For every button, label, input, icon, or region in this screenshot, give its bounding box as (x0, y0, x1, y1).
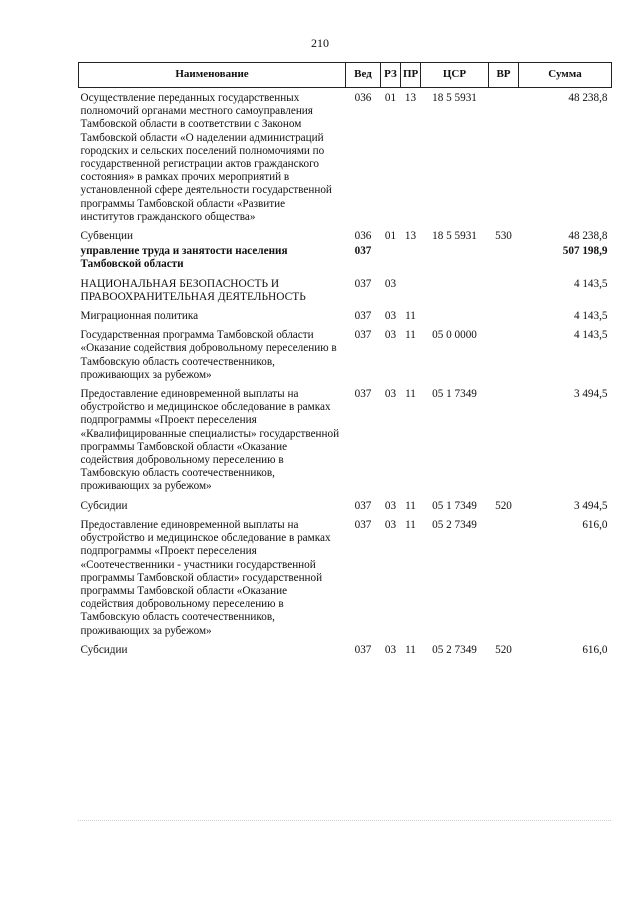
row-csr (421, 245, 489, 273)
row-vr (489, 88, 519, 227)
row-ved: 037 (354, 643, 372, 656)
bottom-divider (78, 820, 611, 821)
header-csr: ЦСР (421, 63, 489, 88)
row-vr (489, 325, 519, 384)
row-pr: 11 (405, 310, 416, 323)
table-row (79, 384, 612, 496)
row-ved: 037 (354, 499, 372, 512)
row-csr: 05 2 7349 (432, 643, 477, 656)
row-vr: 520 (495, 643, 512, 656)
header-rz: РЗ (381, 63, 401, 88)
row-pr: 11 (405, 643, 416, 656)
row-name: Осуществление переданных государственных полномочий органами местного самоуправления Тамбовской области в соответствии с Законом Тамбовской области «О наделении администраций городских и сельских поселений полномочиями по государственной регистрации актов гражданского состояния» в рамках прочих мероприятий в установленной сфере деятельности государственной программы Тамбовской области «Развитие институтов гражданского общества» (80, 92, 332, 223)
table-row (79, 306, 612, 325)
row-rz: 03 (384, 388, 397, 401)
row-sum: 48 238,8 (568, 230, 608, 243)
row-name: управление труда и занятости населения Тамбовской области (80, 245, 288, 271)
row-ved: 036 (354, 92, 372, 104)
row-sum: 48 238,8 (568, 92, 608, 104)
row-pr (401, 274, 421, 306)
header-ved: Вед (346, 63, 381, 88)
row-csr: 18 5 5931 (432, 92, 477, 104)
row-rz: 03 (384, 643, 397, 656)
row-csr: 05 2 7349 (432, 518, 477, 531)
row-rz: 01 (384, 230, 397, 243)
row-vr: 520 (495, 499, 512, 512)
row-vr: 530 (495, 230, 512, 243)
table-body (79, 88, 612, 659)
row-vr (489, 384, 519, 496)
row-name: Предоставление единовременной выплаты на обустройство и медицинское обследование в рамках подпрограммы «Проект переселения «Соотечественники - участники государственной программы Тамбовской области» государственной программы Тамбовской области «Оказание содействия добровольному переселению в Тамбовскую область соотечественников, проживающих за рубежом» (80, 518, 331, 637)
page-number: 210 (311, 36, 329, 50)
table-row (79, 226, 612, 245)
table-row (79, 496, 612, 515)
row-rz: 01 (384, 92, 397, 104)
row-csr (421, 306, 489, 325)
row-ved: 037 (354, 277, 372, 290)
row-sum: 616,0 (582, 518, 608, 531)
header-pr: ПР (401, 63, 421, 88)
row-vr (489, 245, 519, 273)
row-vr (489, 274, 519, 306)
row-name: Субсидии (80, 643, 128, 656)
row-ved: 037 (354, 310, 372, 323)
row-sum: 3 494,5 (573, 499, 608, 512)
row-vr (489, 306, 519, 325)
row-name: Субвенции (80, 230, 133, 243)
row-pr: 11 (405, 499, 416, 512)
row-ved: 037 (354, 245, 372, 258)
row-name: НАЦИОНАЛЬНАЯ БЕЗОПАСНОСТЬ И ПРАВООХРАНИТЕЛЬНАЯ ДЕЯТЕЛЬНОСТЬ (80, 277, 306, 303)
row-name: Государственная программа Тамбовской области «Оказание содействия добровольному переселению в Тамбовскую область соотечественников, проживающих за рубежом» (80, 329, 337, 381)
table-header (79, 63, 612, 88)
row-rz: 03 (384, 310, 397, 323)
row-rz: 03 (384, 499, 397, 512)
row-sum: 3 494,5 (573, 388, 608, 401)
row-csr: 05 1 7349 (432, 388, 477, 401)
table-row (79, 245, 612, 273)
row-csr: 05 1 7349 (432, 499, 477, 512)
table-row (79, 325, 612, 384)
row-pr: 13 (404, 92, 417, 104)
row-pr (401, 245, 421, 273)
row-csr: 05 0 0000 (432, 329, 477, 342)
table-row (79, 274, 612, 306)
table-row (79, 640, 612, 659)
row-rz: 03 (384, 277, 397, 290)
row-name: Миграционная политика (80, 310, 199, 323)
row-name: Предоставление единовременной выплаты на обустройство и медицинское обследование в рамках подпрограммы «Проект переселения «Квалифицированные специалисты» государственной программы Тамбовской области «Оказание содействия добровольному переселению в Тамбовскую область соотечественников, проживающих за рубежом» (80, 388, 340, 493)
row-rz: 03 (384, 518, 397, 531)
row-csr (421, 274, 489, 306)
row-sum: 616,0 (582, 643, 608, 656)
row-sum: 4 143,5 (573, 310, 608, 323)
row-pr: 11 (405, 518, 416, 531)
header-sum: Сумма (519, 63, 612, 88)
row-ved: 037 (354, 329, 372, 342)
row-name: Субсидии (80, 499, 128, 512)
table-row (79, 88, 612, 227)
header-name: Наименование (79, 63, 346, 88)
row-sum: 4 143,5 (573, 277, 608, 290)
row-ved: 036 (354, 230, 372, 243)
row-pr: 11 (405, 329, 416, 342)
table-row (79, 515, 612, 640)
row-vr (489, 515, 519, 640)
budget-table (78, 62, 612, 659)
header-vr: ВР (489, 63, 519, 88)
row-ved: 037 (354, 518, 372, 531)
row-rz (381, 245, 401, 273)
row-pr: 11 (405, 388, 416, 401)
row-ved: 037 (354, 388, 372, 401)
row-sum: 507 198,9 (562, 245, 608, 258)
row-sum: 4 143,5 (573, 329, 608, 342)
row-rz: 03 (384, 329, 397, 342)
row-csr: 18 5 5931 (432, 230, 477, 243)
row-pr: 13 (404, 230, 417, 243)
